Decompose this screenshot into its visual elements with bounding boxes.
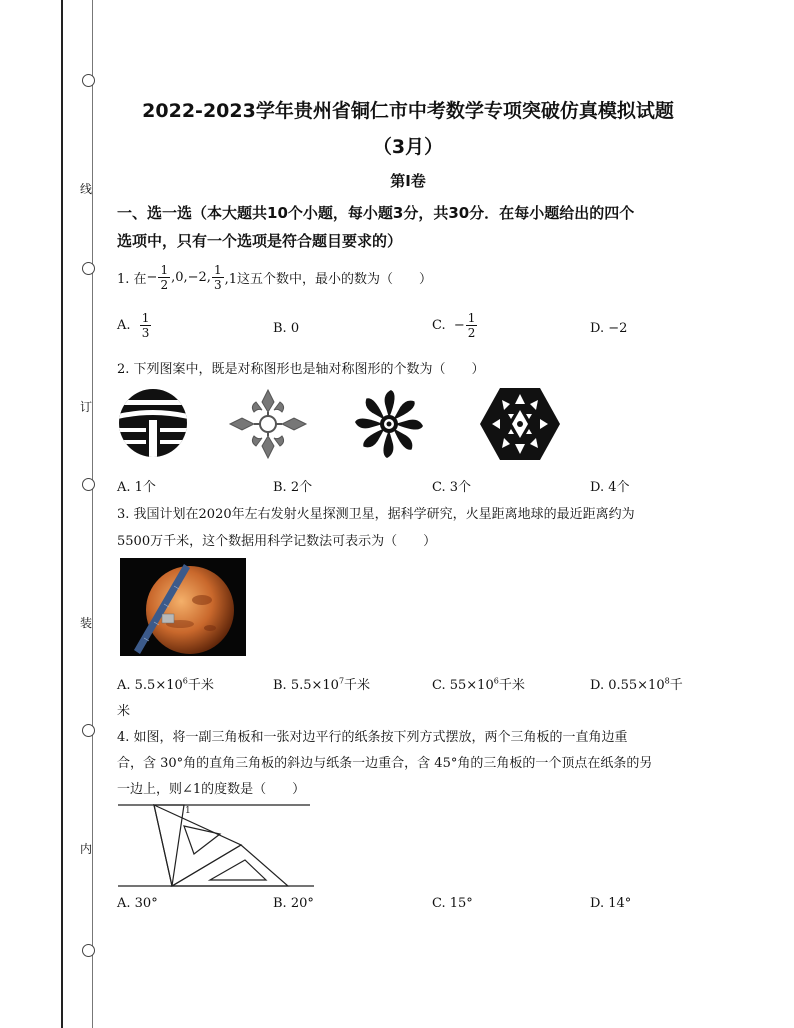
question-4: 4. 如图，将一副三角板和一张对边平行的纸条按下列方式摆放，两个三角板的一直角边重 (117, 730, 628, 745)
fraction: $\frac{1}{3}$ (213, 263, 222, 292)
symbol-pinwheel-flower (350, 386, 428, 462)
binding-hole (82, 262, 95, 275)
q4-option-c: C. 15° (432, 896, 473, 911)
binding-hole (82, 74, 95, 87)
binding-guide-line (92, 0, 93, 1028)
mars-satellite-image (120, 558, 246, 656)
binding-char-zhuang: 装 (80, 616, 93, 630)
section-heading-cont: 选项中，只有一个选项是符合题目要求的） (117, 232, 403, 250)
symbol-ornate-cross (228, 386, 308, 462)
q3-option-b: B. $5.5\times 10^7$千米 (273, 676, 371, 693)
binding-hole (82, 724, 95, 737)
q4-option-d: D. 14° (590, 896, 632, 911)
q3-option-d: D. $0.55\times 10^8$千 (590, 676, 683, 693)
binding-line (61, 0, 63, 1028)
question-1: 1. 在 − $\frac{1}{2}$ ,0,−2, $\frac{1}{3}$ ,1这五个数中，最小的数为（ ） (117, 263, 432, 292)
binding-char-ding: 订 (80, 400, 93, 414)
fraction: $\frac{1}{2}$ (160, 263, 169, 292)
q1-option-a: A. $\frac{1}{3}$ (117, 311, 150, 340)
binding-hole (82, 944, 95, 957)
q2-option-c: C. 3个 (432, 480, 472, 495)
question-2: 2. 下列图案中，既是对称图形也是轴对称图形的个数为（ ） (117, 362, 485, 377)
q2-option-b: B. 2个 (273, 480, 313, 495)
triangle-ruler-diagram (116, 800, 316, 892)
q3-option-d-wrap: 米 (117, 704, 131, 719)
q2-option-d: D. 4个 (590, 480, 630, 495)
symbol-hexagon-snowflake (478, 386, 562, 462)
question-4-cont2: 一边上，则∠1的度数是（ ） (117, 782, 306, 797)
q4-option-a: A. 30° (117, 896, 158, 911)
question-3: 3. 我国计划在2020年左右发射火星探测卫星，据科学研究，火星距离地球的最近距离约为 (117, 507, 635, 522)
binding-char-nei: 内 (80, 842, 93, 856)
q4-option-b: B. 20° (273, 896, 314, 911)
binding-char-xian: 线 (80, 182, 93, 196)
question-3-cont: 5500万千米，这个数据用科学记数法可表示为（ ） (117, 534, 437, 549)
q3-option-c: C. $55\times 10^6$千米 (432, 676, 525, 693)
page-title: 2022-2023学年贵州省铜仁市中考数学专项突破仿真模拟试题 (142, 100, 674, 122)
q1-option-b: B. 0 (273, 321, 300, 336)
q1-option-c: C. − $\frac{1}{2}$ (432, 311, 476, 340)
symbol-striped-circle (118, 388, 188, 458)
volume-label: 第I卷 (390, 172, 426, 190)
question-4-cont: 合，含 30°角的直角三角板的斜边与纸条一边重合，含 45°角的三角板的一个顶点在纸条的另 (117, 756, 653, 771)
section-heading: 一、选一选（本大题共10个小题，每小题3分，共30分．在每小题给出的四个 (117, 204, 635, 222)
angle-1-label: 1 (185, 806, 191, 816)
binding-hole (82, 478, 95, 491)
q3-option-a: A. $5.5\times 10^6$千米 (117, 676, 214, 693)
page-title-month: （3月） (372, 136, 444, 158)
q2-option-a: A. 1个 (117, 480, 156, 495)
q1-option-d: D. −2 (590, 321, 628, 336)
